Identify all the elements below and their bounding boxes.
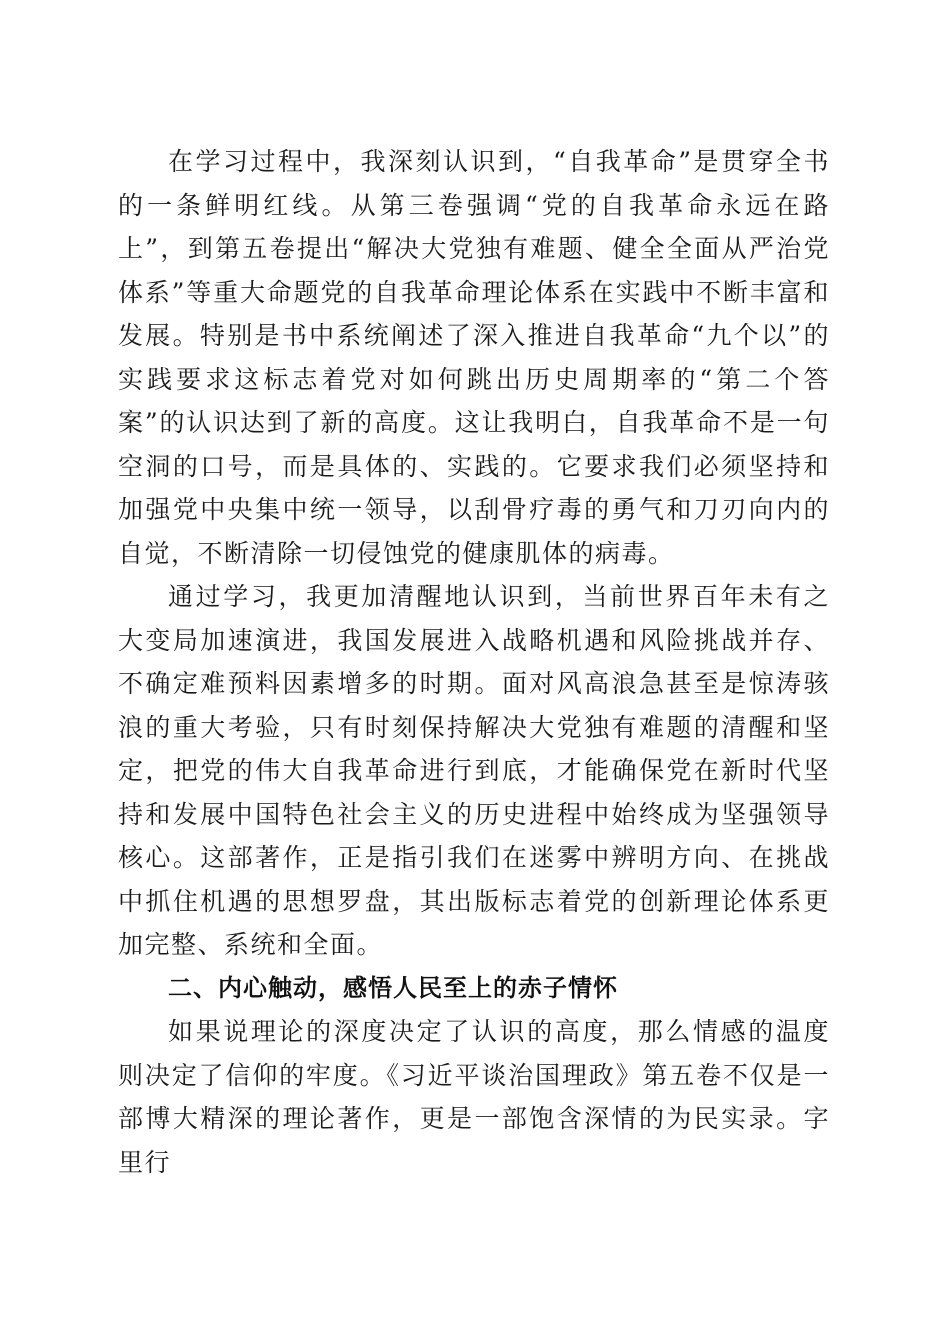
paragraph-self-revolution: 在学习过程中，我深刻认识到，“自我革命”是贯穿全书的一条鲜明红线。从第三卷强调“党的自我革命永远在路上”，到第五卷提出“解决大党独有难题、健全全面从严治党体系”等重大命题党的自我革命理论体系在实践中不断丰富和发展。特别是书中系统阐述了深入推进自我革命“九个以”的实践要求这标志着党对如何跳出历史周期率的“第二个答案”的认识达到了新的高度。这让我明白，自我革命不是一句空洞的口号，而是具体的、实践的。它要求我们必须坚持和加强党中央集中统一领导，以刮骨疗毒的勇气和刀刃向内的自觉，不断清除一切侵蚀党的健康肌体的病毒。 [118,147,830,568]
paragraph-great-changes: 通过学习，我更加清醒地认识到，当前世界百年未有之大变局加速演进，我国发展进入战略机遇和风险挑战并存、不确定难预料因素增多的时期。面对风高浪急甚至是惊涛骇浪的重大考验，只有时刻保持解决大党独有难题的清醒和坚定，把党的伟大自我革命进行到底，才能确保党在新时代坚持和发展中国特色社会主义的历史进程中始终成为坚强领导核心。这部著作，正是指引我们在迷雾中辨明方向、在挑战中抓住机遇的思想罗盘，其出版标志着党的创新理论体系更加完整、系统和全面。 [118,582,830,959]
paragraph-people-first: 如果说理论的深度决定了认识的高度，那么情感的温度则决定了信仰的牢度。《习近平谈治国理政》第五卷不仅是一部博大精深的理论著作，更是一部饱含深情的为民实录。字里行 [118,1017,830,1177]
document-body [118,140,830,1184]
section-heading: 二、内心触动，感悟人民至上的赤子情怀 [168,973,618,1002]
